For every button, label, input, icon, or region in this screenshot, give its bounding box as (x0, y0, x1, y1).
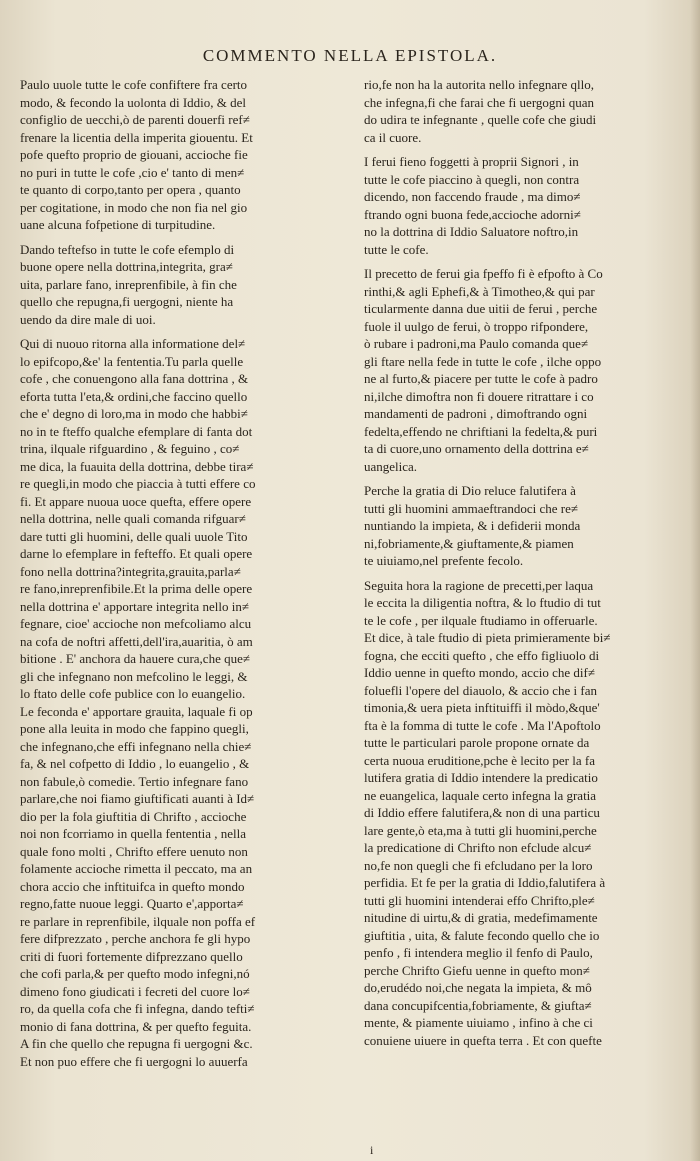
text-line: tutte le cofe. (364, 241, 429, 257)
text-line: no in te fteffo qualche efemplare di fanta dot (20, 423, 253, 439)
text-line: monio di fana dottrina, & per quefto feguita. (20, 1018, 252, 1034)
text-line: Qui di nuouo ritorna alla informatione del≠ (20, 336, 246, 351)
text-line: di Iddio effere falutifera,& non di una particu (364, 805, 600, 820)
text-line: ro, da quella cofa che fi infegna, dando tefti≠ (20, 1001, 255, 1016)
text-line: che infegna,fi che farai che fi uergogni quan (364, 94, 595, 110)
text-line: giuftitia , uita, & falute fecondo quello che io (364, 927, 600, 943)
text-line: Et non puo effere che fi uergogni lo auuerfa (20, 1053, 248, 1069)
text-line: gli che infegnano non mefcolino le leggi, & (20, 668, 248, 684)
paragraph (364, 265, 680, 475)
text-line: darne lo efemplare in fefteffo. Et quali opere (20, 546, 253, 561)
text-line: criti di fuori fortemente difprezzano quello (20, 948, 243, 964)
text-line: te quanto di corpo,tanto per opera , quanto (20, 182, 241, 197)
running-head: COMMENTO NELLA EPISTOLA. (202, 46, 498, 65)
text-line: configlio de uecchi,ò de parenti douerfi ref≠ (20, 112, 250, 127)
text-line: ftrando ogni buona fede,accioche adorni≠ (364, 206, 581, 222)
text-line: lare gente,ò eta,ma à tutti gli huomini,perche (364, 822, 597, 838)
text-line: trina, ilquale rifguardino , & feguino , co≠ (20, 441, 240, 456)
text-line: eforta tutta l'eta,& ordini,che faccino quello (20, 388, 248, 404)
text-line: tutti gli huomini ammaeftrandoci che re≠ (364, 500, 578, 516)
text-line: lo ftato delle cofe publice con lo euangelio. (20, 686, 246, 701)
text-line: rio,fe non ha la autorita nello infegnare qllo, (364, 77, 594, 92)
text-line: Iddio uenne in quefto mondo, accio che dif≠ (364, 665, 595, 680)
text-line: non fabule,ò comedie. Tertio infegnare fano (20, 773, 249, 789)
left-column (20, 76, 336, 1077)
text-line: dio per la fola giuftitia di Chrifto , accioche (20, 808, 247, 824)
text-line: I ferui fieno foggetti à proprii Signori , in (364, 154, 579, 169)
text-line: mente, & piamente uiuiamo , infino à che ci (364, 1015, 593, 1030)
text-line: la predicatione di Chrifto non efclude alcu≠ (364, 840, 592, 855)
text-line: me dica, la fuauita della dottrina, debbe tira≠ (20, 458, 254, 474)
text-line: pone alla leuita in modo che fappino quegli, (20, 721, 249, 736)
text-line: perche Chrifto Giefu uenne in quefto mon≠ (364, 962, 590, 978)
text-line: perfidia. Et fe per la gratia di Iddio,falutifera à (364, 875, 606, 890)
text-line: te uiuiamo,nel prefente fecolo. (364, 553, 524, 568)
text-line: dicendo, non faccendo fraude , ma dimo≠ (364, 189, 581, 204)
text-line: Paulo uuole tutte le cofe confiftere fra certo (20, 77, 248, 92)
text-line: uita, parlare fano, inreprenfibile, à fin che (20, 276, 237, 292)
paragraph (364, 153, 680, 258)
text-line: penfo , fi intendera meglio il fenfo di Paulo, (364, 945, 593, 960)
text-line: fono nella dottrina?integrita,grauita,parla≠ (20, 563, 241, 579)
text-line: Perche la gratia di Dio reluce falutifera à (364, 483, 576, 498)
text-line: buone opere nella dottrina,integrita, gra≠ (20, 259, 233, 274)
text-line: fi. Et appare nuoua uoce quefta, effere opere (20, 493, 252, 509)
text-line: fere difprezzato , perche anchora fe gli hypo (20, 931, 251, 946)
text-line: na cofa de noftri affetti,dell'ira,auaritia, ò am (20, 633, 253, 649)
text-line: fogna, che ecciti quefto , che effo figliuolo di (364, 647, 600, 663)
paragraph (20, 76, 336, 234)
paragraph (364, 482, 680, 570)
page-edge-shadow (690, 0, 700, 1161)
text-line: ni,ilche dimoftra non fi douere ritrattare i co (364, 388, 594, 404)
text-line: Il precetto de ferui gia fpeffo fi è efpofto à Co (364, 266, 603, 281)
text-line: pofe quefto proprio de giouani, accioche fie (20, 147, 248, 162)
text-line: re fano,inreprenfibile.Et la prima delle opere (20, 581, 253, 596)
page-mark: i (370, 1143, 374, 1157)
text-line: Seguita hora la ragione de precetti,per laqua (364, 577, 594, 593)
text-line: le eccita la diligentia noftra, & lo ftudio di tut (364, 595, 601, 610)
text-line: rinthi,& agli Ephefi,& à Timotheo,& qui par (364, 283, 595, 299)
text-line: ò rubare i padroni,ma Paulo comanda que≠ (364, 336, 589, 351)
text-line: ca il cuore. (364, 129, 422, 145)
paragraph (364, 577, 680, 1050)
text-line: uane alcuna fofpetione di turpitudine. (20, 217, 216, 232)
text-line: Le feconda e' apportare grauita, laquale fi op (20, 703, 253, 719)
text-line: ta di cuore,uno ornamento della dottrina e≠ (364, 441, 589, 456)
text-line: ni,fobriamente,& giuftamente,& piamen (364, 535, 574, 551)
text-line: fegnare, cioe' accioche non mefcoliamo alcu (20, 616, 252, 631)
text-line: re parlare in reprenfibile, ilquale non poffa ef (20, 913, 256, 929)
text-line: dana concupifcentia,fobriamente, & giufta≠ (364, 997, 592, 1013)
right-column (364, 76, 680, 1056)
text-line: do udira te infegnante , quelle cofe che giudi (364, 112, 597, 127)
text-line: Et dice, à tale ftudio di pieta primieramente bi≠ (364, 630, 611, 645)
text-line: conuiene uiuere in quefta terra . Et con quefte (364, 1032, 602, 1048)
text-line: che infegnano,che effi infegnano nella chie≠ (20, 738, 252, 754)
text-line: re quegli,in modo che piaccia à tutti effere co (20, 476, 256, 491)
text-line: per cogitatione, in modo che non fia nel gio (20, 199, 248, 215)
text-line: cofe , che conuengono alla fana dottrina , & (20, 371, 249, 386)
text-line: tutte le cofe piaccino à quegli, non contra (364, 171, 580, 187)
text-line: certa nuoua eruditione,pche è lecito per la fa (364, 752, 595, 768)
text-line: ne al furto,& piacere per tutte le cofe à padro (364, 371, 598, 386)
text-line: ticularmente danna due uitii de ferui , perche (364, 301, 598, 316)
text-line: frenare la licentia della imperita giouentu. Et (20, 129, 253, 145)
text-line: fedelta,effendo ne chriftiani la fedelta,& puri (364, 423, 598, 439)
text-line: Dando teftefso in tutte le cofe efemplo di (20, 241, 235, 257)
text-line: no la dottrina di Iddio Saluatore noftro,in (364, 224, 579, 239)
text-line: che cofi parla,& per quefto modo infegni,nó (20, 966, 250, 981)
text-line: te le cofe , per ilquale ftudiamo in offeruarle. (364, 612, 598, 628)
text-line: uendo da dire male di uoi. (20, 311, 156, 327)
text-line: tutte le particulari parole propone ornate da (364, 735, 590, 750)
text-line: nuntiando la impieta, & i defiderii monda (364, 518, 581, 533)
text-line: nella dottrina, nelle quali comanda rifguar≠ (20, 511, 246, 526)
paragraph (20, 335, 336, 1070)
text-line: folamente accioche rimetta il peccato, ma an (20, 861, 253, 876)
text-line: uangelica. (364, 458, 418, 474)
text-line: no puri in tutte le cofe ,cio e' tanto di men≠ (20, 164, 245, 180)
text-line: che e' degno di loro,ma in modo che habbi≠ (20, 406, 248, 421)
text-line: bitione . E' anchora da hauere cura,che que≠ (20, 651, 251, 666)
text-line: fuole il uulgo de ferui, ò troppo rifpondere, (364, 318, 589, 334)
text-line: timonia,& uera pieta inftituiffi il mòdo,&que' (364, 700, 600, 715)
text-line: no,fe non quegli che fi efcludano per la loro (364, 857, 593, 873)
paragraph (20, 241, 336, 329)
text-line: fa, & nel cofpetto di Iddio , lo euangelio , & (20, 756, 250, 771)
text-line: tutti gli huomini intenderai effo Chrifto,ple≠ (364, 892, 595, 908)
text-line: nella dottrina e' apportare integrita nello in≠ (20, 598, 249, 614)
paragraph (364, 76, 680, 146)
text-line: chora accio che inftituifca in quefto mondo (20, 878, 245, 894)
text-line: A fin che quello che repugna fi uergogni &c. (20, 1036, 253, 1051)
text-line: modo, & fecondo la uolonta di Iddio, & del (20, 94, 247, 110)
text-line: dimeno fono giudicati i fecreti del cuore lo≠ (20, 983, 250, 999)
text-line: lutifera gratia di Iddio intendere la predicatio (364, 770, 598, 785)
text-line: dare tutti gli huomini, delle quali uuole Tito (20, 528, 248, 544)
text-line: quale fono molti , Chrifto effere uenuto non (20, 843, 248, 859)
text-line: fta è la fomma di tutte le cofe . Ma l'Apoftolo (364, 717, 601, 733)
text-line: nitudine di uirtu,& di gratia, medefimamente (364, 910, 598, 925)
text-line: regno,fatte nuoue leggi. Quarto e',apporta≠ (20, 896, 244, 911)
text-line: noi non fcorriamo in quella fententia , nella (20, 826, 246, 841)
text-line: mandamenti de padroni , dimoftrando ogni (364, 406, 588, 421)
text-line: ne euangelica, laquale certo infegna la gratia (364, 787, 597, 803)
text-line: foluefli l'opere del diauolo, & accio che i fan (364, 682, 597, 698)
text-line: quello che repugna,fi uergogni, niente ha (20, 294, 234, 309)
text-line: parlare,che noi fiamo giuftificati auanti à Id≠ (20, 791, 255, 806)
text-line: gli ftare nella fede in tutte le cofe , ilche oppo (364, 353, 602, 369)
text-line: do,erudédo noi,che negata la impieta, & mô (364, 980, 592, 995)
text-line: lo epifcopo,&e' la fententia.Tu parla quelle (20, 353, 244, 369)
